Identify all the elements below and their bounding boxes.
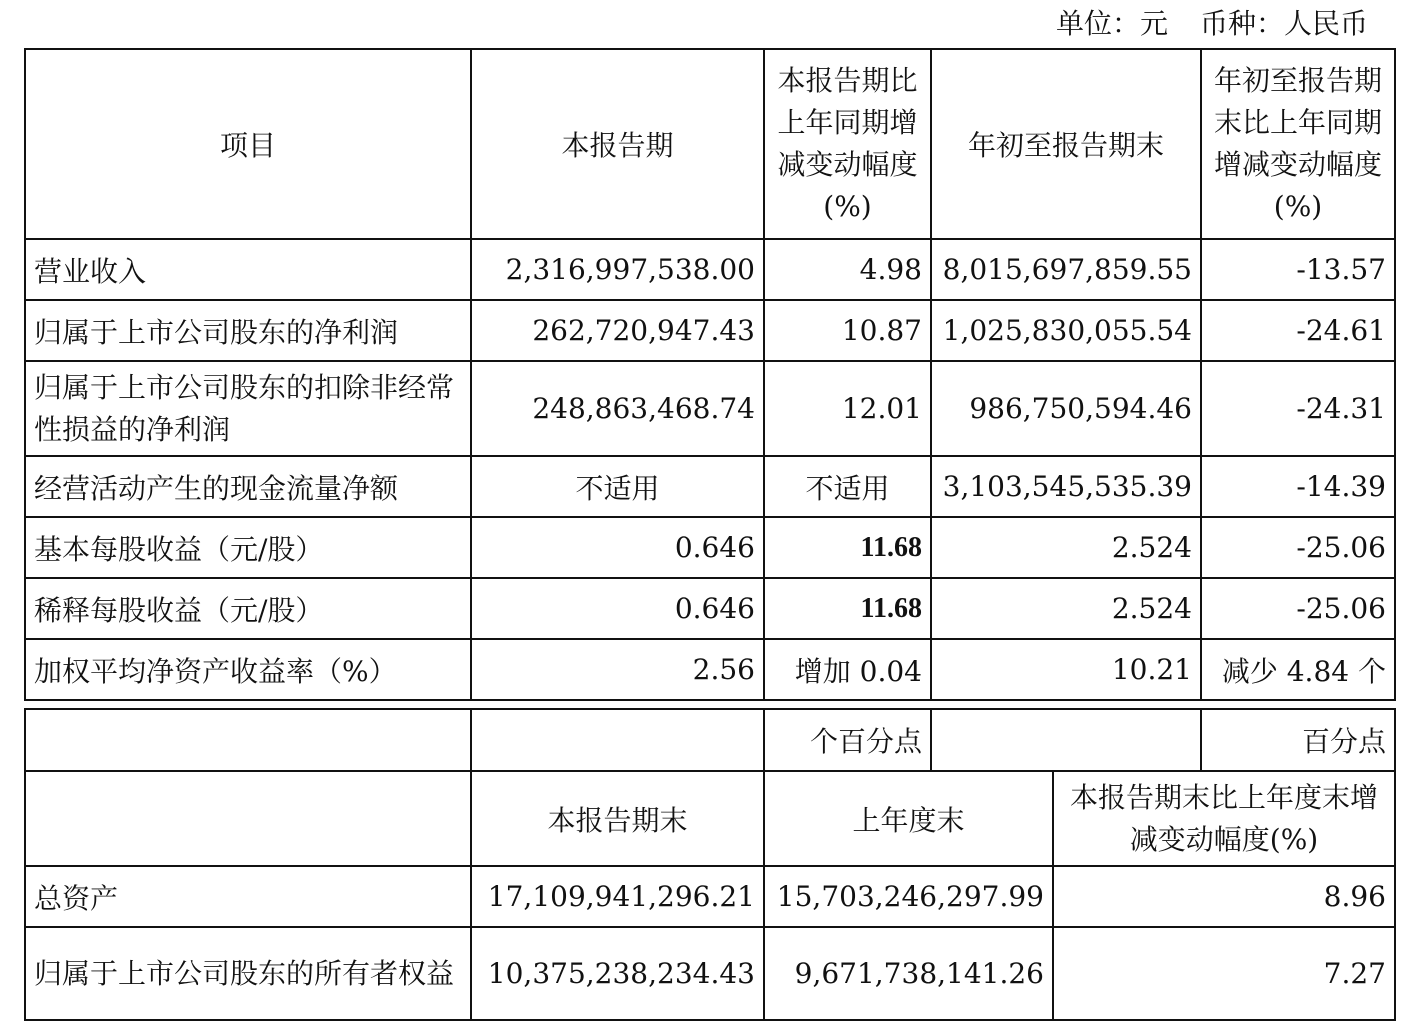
row-ytd-change: -14.39 bbox=[1201, 456, 1395, 517]
row-period-end: 10,375,238,234.43 bbox=[471, 927, 764, 1020]
unit-currency-line bbox=[1056, 4, 1368, 44]
table-header-row bbox=[25, 49, 1395, 239]
table-row bbox=[25, 517, 1395, 578]
continuation-row bbox=[25, 709, 1395, 771]
table-row bbox=[25, 239, 1395, 300]
row-period-change: 4.98 bbox=[764, 239, 931, 300]
row-item: 营业收入 bbox=[25, 239, 471, 300]
row-period-value: 2.56 bbox=[471, 639, 764, 700]
row-change: 7.27 bbox=[1053, 927, 1395, 1020]
table-row bbox=[25, 300, 1395, 361]
row-ytd-change: -13.57 bbox=[1201, 239, 1395, 300]
row-ytd-value: 3,103,545,535.39 bbox=[931, 456, 1201, 517]
header-period-change: 本报告期比上年同期增减变动幅度(%) bbox=[764, 49, 931, 239]
header-period-end: 本报告期末 bbox=[471, 771, 764, 866]
row-period-change: 不适用 bbox=[764, 456, 931, 517]
row-item: 归属于上市公司股东的扣除非经常性损益的净利润 bbox=[25, 361, 471, 456]
header-empty bbox=[25, 771, 471, 866]
balance-table bbox=[24, 708, 1396, 1021]
row-item: 归属于上市公司股东的所有者权益 bbox=[25, 927, 471, 1020]
row-prior-year-end: 15,703,246,297.99 bbox=[764, 866, 1053, 927]
table-row bbox=[25, 866, 1395, 927]
row-ytd-change: -24.61 bbox=[1201, 300, 1395, 361]
currency-label: 币种：人民币 bbox=[1199, 7, 1368, 40]
table-row bbox=[25, 639, 1395, 700]
table-row bbox=[25, 927, 1395, 1020]
continuation-empty bbox=[931, 709, 1201, 771]
row-period-value: 248,863,468.74 bbox=[471, 361, 764, 456]
table-row bbox=[25, 578, 1395, 639]
continuation-empty bbox=[25, 709, 471, 771]
row-period-value: 不适用 bbox=[471, 456, 764, 517]
row-period-value: 0.646 bbox=[471, 517, 764, 578]
row-ytd-value: 8,015,697,859.55 bbox=[931, 239, 1201, 300]
row-item: 基本每股收益（元/股） bbox=[25, 517, 471, 578]
row-period-end: 17,109,941,296.21 bbox=[471, 866, 764, 927]
row-ytd-value: 10.21 bbox=[931, 639, 1201, 700]
table-header-row bbox=[25, 771, 1395, 866]
row-change: 8.96 bbox=[1053, 866, 1395, 927]
row-period-change: 11.68 bbox=[764, 578, 931, 639]
row-ytd-change: -24.31 bbox=[1201, 361, 1395, 456]
row-period-value: 262,720,947.43 bbox=[471, 300, 764, 361]
row-ytd-value: 2.524 bbox=[931, 578, 1201, 639]
row-period-change: 10.87 bbox=[764, 300, 931, 361]
header-change: 本报告期末比上年度末增减变动幅度(%) bbox=[1053, 771, 1395, 866]
row-period-change: 增加 0.04 bbox=[764, 639, 931, 700]
continuation-empty bbox=[471, 709, 764, 771]
row-item: 加权平均净资产收益率（%） bbox=[25, 639, 471, 700]
row-ytd-change: -25.06 bbox=[1201, 517, 1395, 578]
key-financials-table bbox=[24, 48, 1396, 701]
header-ytd-change: 年初至报告期末比上年同期增减变动幅度(%) bbox=[1201, 49, 1395, 239]
continuation-period-change: 个百分点 bbox=[764, 709, 931, 771]
row-item: 总资产 bbox=[25, 866, 471, 927]
header-item: 项目 bbox=[25, 49, 471, 239]
row-item: 稀释每股收益（元/股） bbox=[25, 578, 471, 639]
row-period-value: 0.646 bbox=[471, 578, 764, 639]
row-period-value: 2,316,997,538.00 bbox=[471, 239, 764, 300]
row-item: 经营活动产生的现金流量净额 bbox=[25, 456, 471, 517]
table-row bbox=[25, 361, 1395, 456]
header-period: 本报告期 bbox=[471, 49, 764, 239]
row-period-change: 11.68 bbox=[764, 517, 931, 578]
row-item: 归属于上市公司股东的净利润 bbox=[25, 300, 471, 361]
unit-label: 单位：元 bbox=[1055, 7, 1168, 40]
row-ytd-change: -25.06 bbox=[1201, 578, 1395, 639]
header-ytd: 年初至报告期末 bbox=[931, 49, 1201, 239]
continuation-ytd-change: 百分点 bbox=[1201, 709, 1395, 771]
row-ytd-value: 986,750,594.46 bbox=[931, 361, 1201, 456]
row-ytd-change: 减少 4.84 个 bbox=[1201, 639, 1395, 700]
table-row bbox=[25, 456, 1395, 517]
row-ytd-value: 2.524 bbox=[931, 517, 1201, 578]
header-prior-year-end: 上年度末 bbox=[764, 771, 1053, 866]
row-period-change: 12.01 bbox=[764, 361, 931, 456]
row-ytd-value: 1,025,830,055.54 bbox=[931, 300, 1201, 361]
row-prior-year-end: 9,671,738,141.26 bbox=[764, 927, 1053, 1020]
